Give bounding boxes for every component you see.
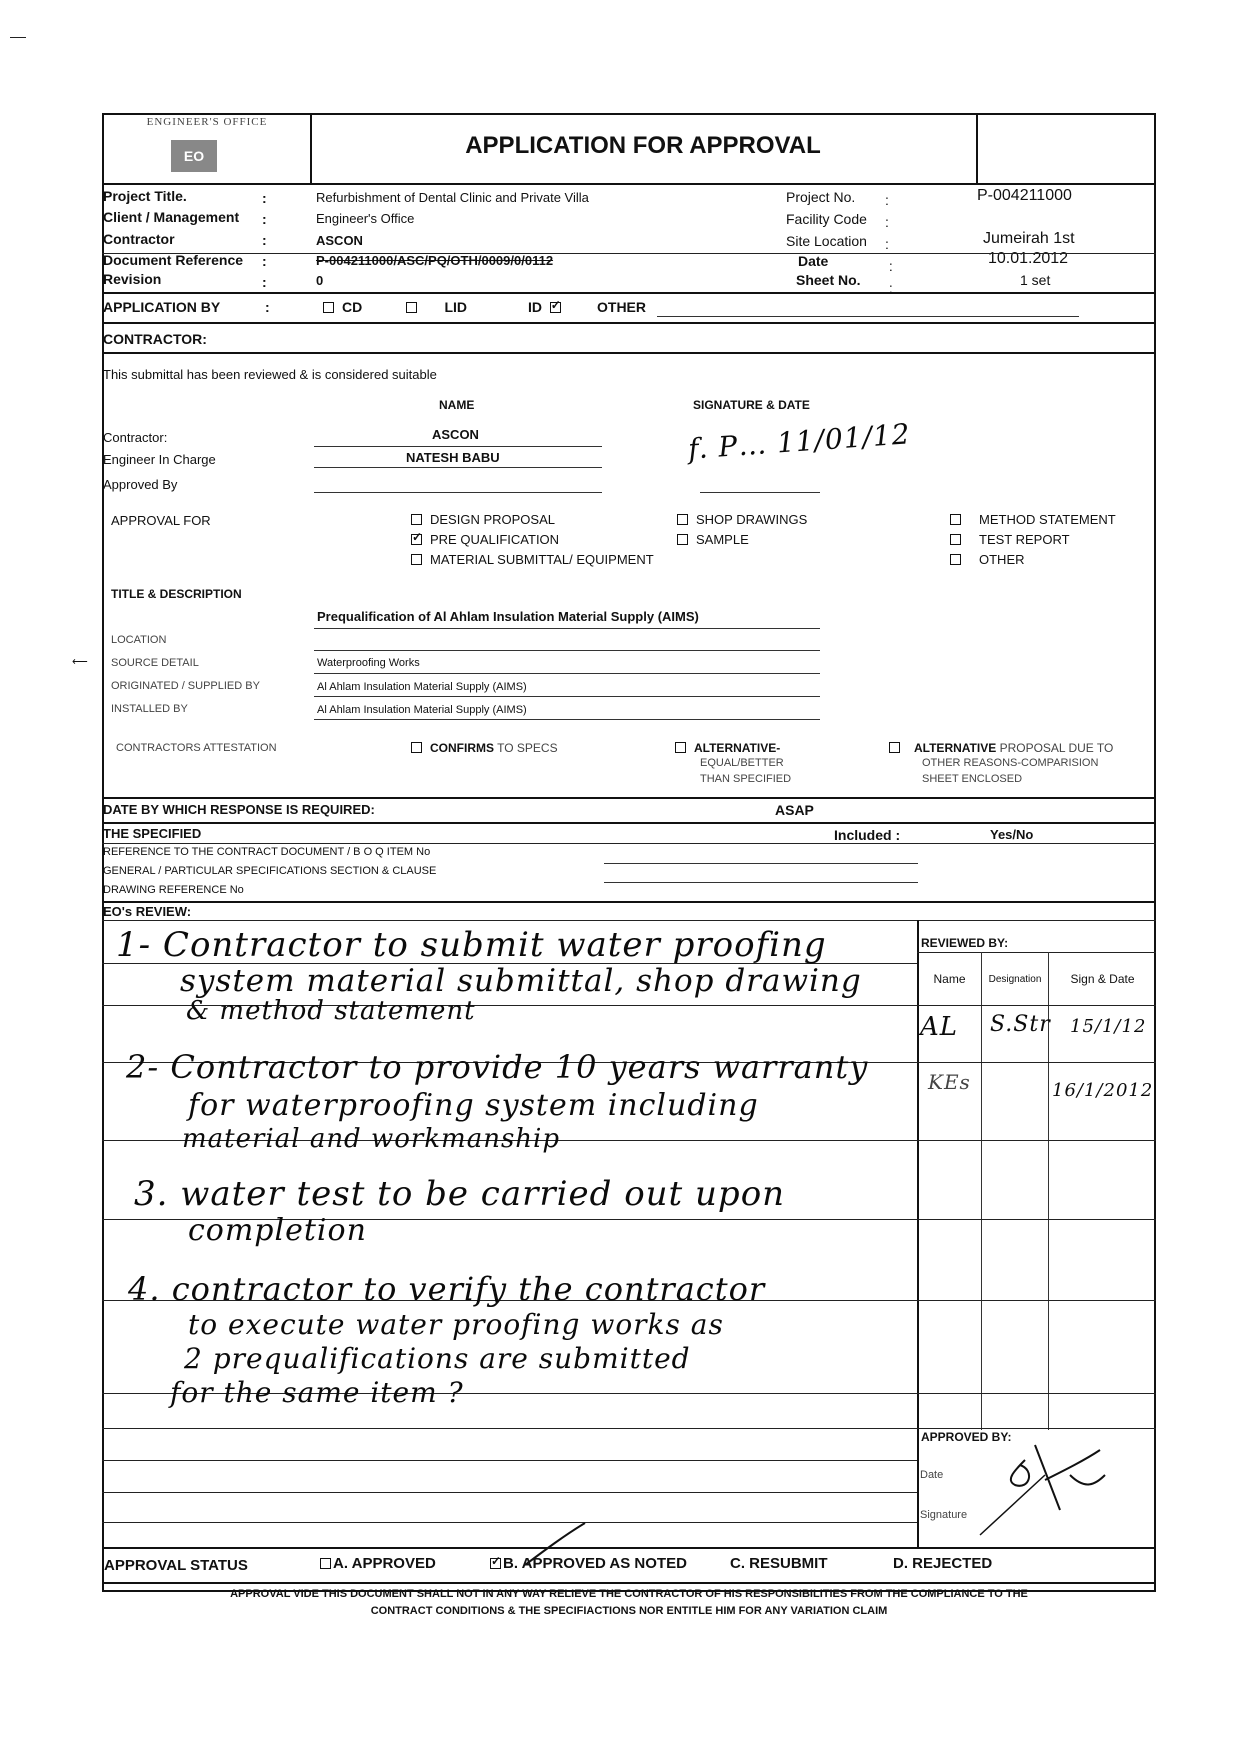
logo-text: ENGINEER'S OFFICE (146, 116, 268, 128)
source-value: Waterproofing Works (317, 657, 420, 669)
checkbox-icon (950, 514, 961, 525)
project-no-label: Project No. (786, 189, 856, 205)
logo-icon: EO (171, 140, 217, 172)
approval-pre-qualification[interactable]: ✓PRE QUALIFICATION (411, 532, 559, 547)
sig-line (700, 492, 820, 493)
comment-line-10: to execute water proofing works as (188, 1308, 724, 1341)
desc-line (314, 673, 820, 674)
checkbox-icon (320, 1558, 331, 1569)
footer-line-1: APPROVAL VIDE THIS DOCUMENT SHALL NOT IN ANY WAY RELIEVE THE CONTRACTOR OF HIS RESPONSIBILITIES FROM THE COMPLIANCE TO THE (230, 1588, 1028, 1600)
comment-line-12: for the same item ? (170, 1376, 464, 1409)
date-label: Date (798, 253, 829, 269)
client-label: Client / Management (103, 209, 240, 225)
approved-signature-label: Signature (920, 1509, 968, 1521)
footer-line-2: CONTRACT CONDITIONS & THE SPECIFIACTIONS NOR ENTITLE HIM FOR ANY VARIATION CLAIM (370, 1605, 888, 1617)
specified-label: THE SPECIFIED (103, 826, 202, 841)
ref-drawing: DRAWING REFERENCE No (103, 884, 244, 896)
comment-line (102, 1460, 917, 1461)
comment-line-9: 4. contractor to verify the contractor (128, 1270, 766, 1308)
attestation-opt2-line3: THAN SPECIFIED (700, 773, 792, 785)
ref-rule (102, 901, 1156, 903)
col-name-header: Name (933, 972, 966, 986)
status-approved[interactable]: A. APPROVED (320, 1555, 436, 1572)
included-value: Yes/No (990, 827, 1034, 842)
approval-design-proposal[interactable]: DESIGN PROPOSAL (411, 512, 555, 527)
source-label: SOURCE DETAIL (111, 657, 199, 669)
app-by-cd[interactable]: CD (323, 299, 362, 315)
app-by-other: OTHER (597, 299, 646, 315)
comment-line-5: for waterproofing system including (188, 1088, 759, 1123)
response-value: ASAP (775, 802, 814, 818)
review-rule (102, 920, 1156, 921)
comment-line-1: 1- Contractor to submit water proofing (116, 925, 827, 965)
desc-line (314, 650, 820, 651)
contractor-value: ASCON (316, 233, 363, 248)
checkbox-icon (323, 302, 334, 313)
contractor-signature: f. P… 11/01/12 (687, 417, 912, 466)
colons: : : : : : (262, 190, 267, 290)
checkbox-icon (950, 554, 961, 565)
checkbox-icon (950, 534, 961, 545)
name-header: NAME (439, 398, 475, 412)
site-value: Jumeirah 1st (983, 230, 1075, 247)
appby-rule (102, 322, 1156, 324)
sheet-label: Sheet No. (796, 272, 861, 288)
attestation-alternative-equal[interactable]: ALTERNATIVE- (675, 741, 780, 755)
comment-line-8: completion (188, 1213, 367, 1248)
review-panel-divider (917, 920, 919, 1547)
approver-signature (975, 1430, 1135, 1540)
review-bottom-rule (102, 1547, 1156, 1549)
reviewer-1-sign: 15/1/12 (1070, 1016, 1147, 1037)
sheet-value: 1 set (1020, 272, 1051, 288)
application-by-label: APPLICATION BY (103, 299, 221, 315)
comment-line-3: & method statement (186, 996, 476, 1026)
desc-line (314, 719, 820, 720)
row-engineer-name: NATESH BABU (406, 450, 500, 465)
attestation-rule (102, 797, 1156, 799)
checkbox-icon (677, 514, 688, 525)
contractor-label: Contractor (103, 231, 175, 247)
desc-line (314, 696, 820, 697)
scan-mark (10, 37, 26, 38)
comment-line (102, 1428, 1156, 1429)
approved-by-label: APPROVED BY: (921, 1430, 1012, 1444)
date-value: 10.01.2012 (988, 250, 1069, 267)
attestation-label: CONTRACTORS ATTESTATION (116, 742, 277, 754)
contractor-section-label: CONTRACTOR: (103, 331, 207, 347)
reviewer-1-name: AL (920, 1012, 959, 1042)
approval-material-submittal[interactable]: MATERIAL SUBMITTAL/ EQUIPMENT (411, 552, 654, 567)
comment-line-4: 2- Contractor to provide 10 years warranty (126, 1048, 869, 1086)
comment-line-6: material and workmanship (182, 1124, 561, 1154)
originated-value: Al Ahlam Insulation Material Supply (AIMS) (317, 681, 527, 693)
checkbox-checked-icon (490, 1558, 501, 1569)
attestation-confirms[interactable]: CONFIRMS TO SPECS (411, 741, 558, 755)
other-line (657, 316, 1079, 317)
docref-value: P-004211000/ASC/PQ/OTH/0009/0/0112 (316, 253, 554, 268)
reviewer-2-sign: 16/1/2012 (1052, 1080, 1154, 1101)
attestation-opt2-line2: EQUAL/BETTER (700, 757, 784, 769)
checkbox-icon (411, 514, 422, 525)
row-approved-label: Approved By (103, 477, 178, 492)
response-label: DATE BY WHICH RESPONSE IS REQUIRED: (103, 802, 375, 817)
project-no-value: P-004211000 (977, 187, 1072, 204)
colon: : (265, 299, 270, 315)
reviewed-statement: This submittal has been reviewed & is considered suitable (103, 367, 437, 382)
col-sign-header: Sign & Date (1070, 972, 1135, 986)
review-label: EO's REVIEW: (103, 904, 192, 919)
app-by-id[interactable]: ID ✓ (528, 299, 569, 315)
reviewer-2-name: KEs (928, 1070, 971, 1094)
revision-value: 0 (316, 273, 324, 288)
ref-line (604, 882, 918, 883)
reviewed-by-label: REVIEWED BY: (921, 936, 1009, 950)
comment-line-11: 2 prequalifications are submitted (184, 1342, 691, 1375)
page-title: APPLICATION FOR APPROVAL (465, 132, 821, 159)
comment-line (102, 1492, 917, 1493)
approval-other[interactable]: OTHER (950, 552, 1025, 567)
site-label: Site Location (786, 233, 867, 249)
location-label: LOCATION (111, 634, 167, 646)
checkbox-icon (406, 302, 417, 313)
checkbox-icon (889, 742, 900, 753)
reviewer-1-designation: S.Str (990, 1012, 1051, 1037)
margin-arrow: ⟵ (72, 656, 88, 668)
attestation-alternative-proposal[interactable]: ALTERNATIVE PROPOSAL DUE TO (889, 741, 1113, 755)
name-line (314, 446, 602, 447)
name-line (314, 492, 602, 493)
title-description-label: TITLE & DESCRIPTION (111, 587, 242, 601)
contractor-rule (102, 352, 1156, 354)
status-rejected[interactable]: D. REJECTED (893, 1555, 993, 1572)
checkbox-checked-icon (550, 302, 561, 313)
ref-specifications: GENERAL / PARTICULAR SPECIFICATIONS SECTION & CLAUSE (103, 865, 437, 877)
approved-date-label: Date (920, 1469, 944, 1481)
approval-method-statement[interactable]: METHOD STATEMENT (950, 512, 1116, 527)
installed-value: Al Ahlam Insulation Material Supply (AIMS) (317, 704, 527, 716)
approval-for-label: APPROVAL FOR (111, 513, 211, 528)
specified-rule (102, 843, 1156, 844)
ref-contract-doc: REFERENCE TO THE CONTRACT DOCUMENT / B O Q ITEM No (103, 846, 431, 858)
col-designation-header: Designation (988, 974, 1042, 985)
checkbox-icon (411, 742, 422, 753)
checkbox-checked-icon (411, 534, 422, 545)
originated-label: ORIGINATED / SUPPLIED BY (111, 680, 260, 692)
approval-status-label: APPROVAL STATUS (104, 1557, 248, 1574)
name-line (314, 467, 602, 468)
signature-header: SIGNATURE & DATE (693, 398, 810, 412)
approval-test-report[interactable]: TEST REPORT (950, 532, 1070, 547)
row-contractor-label: Contractor: (103, 430, 168, 445)
header-rule (102, 183, 1156, 185)
installed-label: INSTALLED BY (111, 703, 188, 715)
ref-line (604, 863, 918, 864)
comment-line-7: 3. water test to be carried out upon (134, 1174, 786, 1214)
included-label: Included : (834, 827, 901, 843)
project-rule (102, 292, 1156, 294)
approval-sample[interactable]: SAMPLE (677, 532, 749, 547)
app-by-lid[interactable]: LID (406, 299, 467, 315)
comment-line-2: system material submittal, shop drawing (180, 963, 862, 999)
docref-label: Document Reference (103, 252, 244, 268)
facility-label: Facility Code (786, 211, 867, 227)
title-description-value: Prequalification of Al Ahlam Insulation Material Supply (AIMS) (317, 609, 699, 624)
project-title-value: Refurbishment of Dental Clinic and Private Villa (316, 190, 589, 205)
header-divider-right (976, 113, 978, 183)
attestation-opt3-line3: SHEET ENCLOSED (922, 773, 1023, 785)
status-resubmit[interactable]: C. RESUBMIT (730, 1555, 828, 1572)
status-rule (102, 1582, 1156, 1584)
docref-rule (102, 253, 1156, 254)
comment-line (102, 1522, 917, 1523)
row-engineer-label: Engineer In Charge (103, 452, 216, 467)
reviewed-rule (917, 952, 1156, 953)
row-contractor-name: ASCON (432, 427, 479, 442)
desc-line (314, 628, 820, 629)
approval-shop-drawings[interactable]: SHOP DRAWINGS (677, 512, 807, 527)
project-title-label: Project Title. (103, 188, 187, 204)
client-value: Engineer's Office (316, 211, 415, 226)
checkbox-icon (675, 742, 686, 753)
attestation-opt3-line2: OTHER REASONS-COMPARISION (922, 757, 1099, 769)
colons-right: : : : : : (885, 192, 893, 296)
status-approved-as-noted[interactable]: ✓ B. APPROVED AS NOTED (490, 1555, 687, 1572)
revision-label: Revision (103, 271, 162, 287)
col-divider (981, 952, 982, 1430)
status-check-mark (520, 1520, 590, 1570)
checkbox-icon (677, 534, 688, 545)
response-rule (102, 822, 1156, 824)
checkbox-icon (411, 554, 422, 565)
